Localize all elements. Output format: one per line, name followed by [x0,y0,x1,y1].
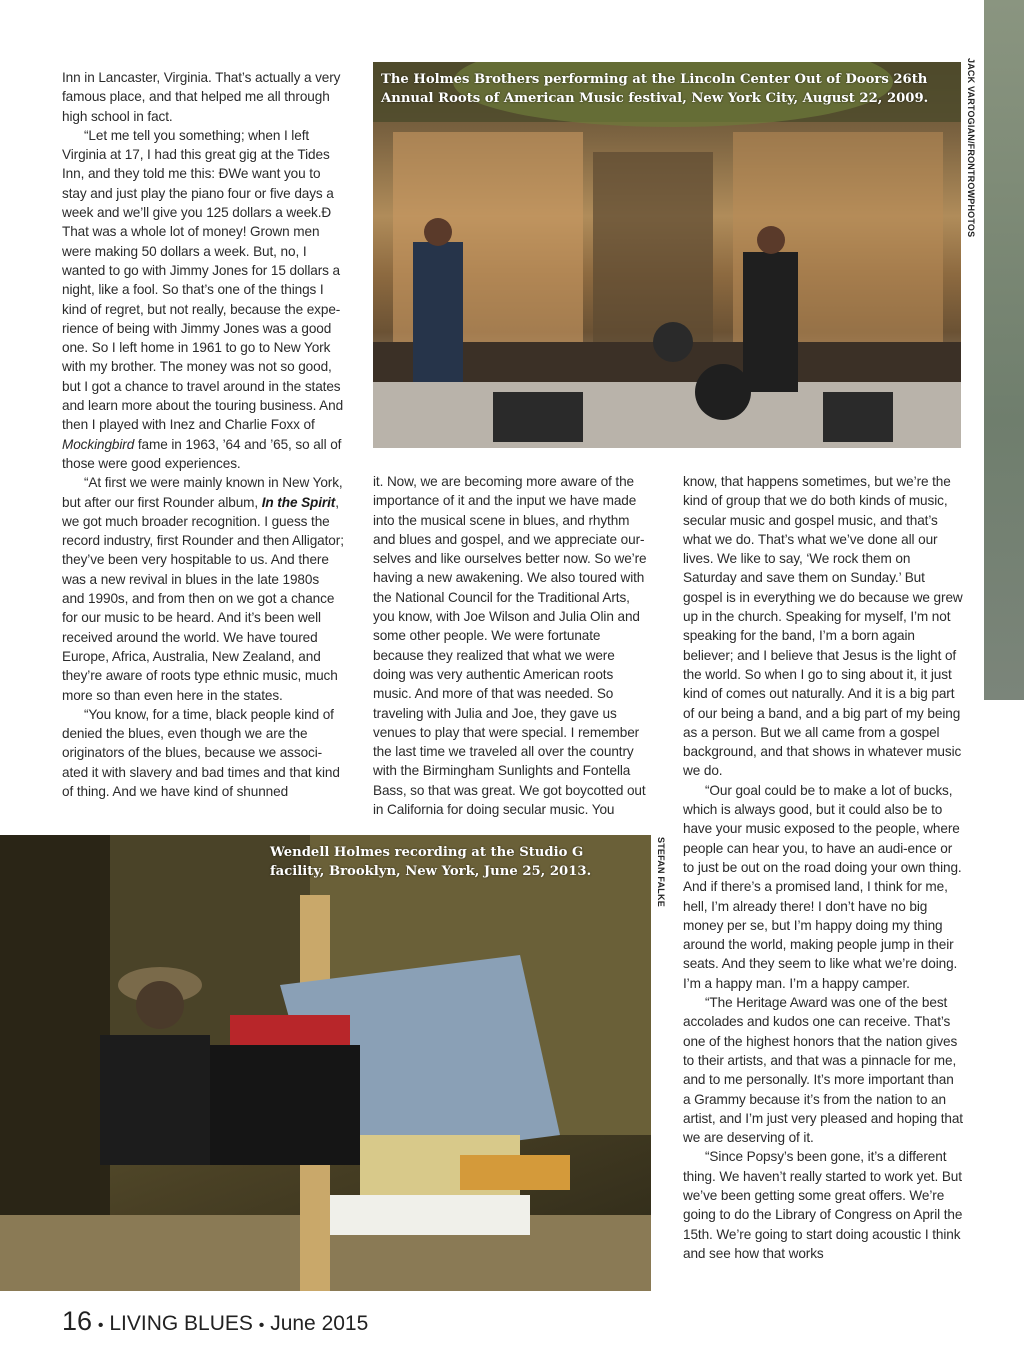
studio-photo [0,835,651,1291]
issue-date: June 2015 [270,1312,369,1335]
side-edge-image [984,0,1024,700]
paragraph: “The Heritage Award was one of the best accolades and kudos one can receive. That’s one of the highest honors that the nation gives to their artists, and that was a pinnacle for me, and to me personally. It’s more important than a Grammy because it’s from the nation to an artist, and I’m just very pleased and hoping that we are deserving of it. [683,995,963,1146]
bullet-separator: • [97,1317,104,1334]
bullet-separator: • [258,1317,265,1334]
photo-caption: Wendell Holmes recording at the Studio G facility, Brooklyn, New York, June 25, 2013. [270,845,592,879]
paragraph: “You know, for a time, black people kind of denied the blues, even though we are the originators of the blues, because we associ-ated it with slavery and bad times and that kind of thing. And we have kind of shunned [62,706,340,799]
paragraph: it. Now, we are becoming more aware of the importance of it and the input we have made into the musical scene in blues, and rhythm and blues and gospel, and we appreciate our-selves and like ourselves better now. So we’re having a new awakening. We also toured with the National Council for the Traditional Arts, you know, with Joe Wilson and Julia Olin and some other people. We were fortunate because they realized that what we were doing was very authentic American roots music. And more of that was needed. So traveling with Julia and Joe, they gave us venues to play that were special. I remember the last time we traveled all over the country with the Birmingham Sunlights and Fontella Bass, so that was great. We got boycotted out in California for doing secular music. You [373,474,647,818]
photo-credit: JACK VARTOGIAN/FRONTROWPHOTOS [966,58,976,238]
paragraph: Inn in Lancaster, Virginia. That’s actually a very famous place, and that helped me all through high school in fact. [62,70,341,124]
paragraph: “At first we were mainly known in New York, but after our first Rounder album, In the Spirit, we got much broader recognition. I guess the record industry, first Rounder and then Alligator; they’ve been very hospitable to us. And there was a new revival in blues in the late 1980s and 1990s, and from then on we got a chance for our music to be heard. And it’s been well received around the world. We have toured Europe, Africa, Australia, New Zealand, and they’re aware of roots type ethnic music, much more so than even here in the states. [62,475,344,703]
page-footer [62,1306,368,1337]
text-column-2 [373,472,647,819]
magazine-name: LIVING BLUES [109,1312,253,1335]
paragraph: “Let me tell you something; when I left Virginia at 17, I had this great gig at the Tides Inn, and they told me this: ÐWe want you to stay and just play the piano four or five days a week and we’ll give you 125 dollars a week.Ð That was a whole lot of money! Grown men were making 50 dollars a week. But, no, I wanted to go with Jimmy Jones for 15 dollars a night, like a fool. So that’s one of the things I kind of regret, but not really, because the expe-rience of being with Jimmy Jones was a good one. So I left home in 1961 to go to New York with my brother. The money was not so good, but I got a chance to travel around in the states and learn more about the touring business. And then I played with Inez and Charlie Foxx of Mockingbird fame in 1963, ’64 and ’65, so all of those were good experiences. [62,127,344,471]
studio-illustration [0,835,651,1291]
paragraph: “Our goal could be to make a lot of bucks, which is always good, but it could also be to have your music exposed to the people, where people can hear you, to have an audi-ence or to just be out on the road doing your own thing. And if there’s a promised land, I think for me, hell, I’m already there! I don’t have no big money per se, but I’m happy doing my thing around the world, making people jump in their seats. And they seem to like what we’re doing. I’m a happy man. I’m a happy camper. [683,782,962,991]
paragraph: know, that happens sometimes, but we’re the kind of group that we do both kinds of music, secular music and gospel music, and that’s what we do. That’s what we’ve done all our lives. We like to say, ‘We rock them on Saturday and save them on Sunday.’ But gospel is in everything we do because we grew up in the church. Speaking for myself, I’m not speaking for the band, I’m a born again believer; and I believe that Jesus is the light of the world. So when I go to sing about it, it just kind of comes out naturally. And it is a big part of our being a band, and a big part of my being as a person. But we all came from a gospel background, and that shows in whatever music we do. [683,474,963,779]
photo-caption: The Holmes Brothers performing at the Lincoln Center Out of Doors 26th Annual Roots of American Music festival, New York City, August 22, 2009. [381,72,929,106]
page-number: 16 [62,1306,93,1336]
paragraph: “Since Popsy’s been gone, it’s a different thing. We haven’t really started to work yet. But we’ve been getting some great offers. We’re going to do the Library of Congress on April the 15th. We’re going to start doing acoustic I think and see how that works [683,1149,963,1261]
photo-credit: STEFAN FALKE [656,837,666,907]
concert-photo [373,62,961,448]
album-title: In the Spirit [261,494,336,510]
italic-title: Mockingbird [62,436,135,452]
concert-illustration [373,62,961,448]
text-column-1 [62,68,344,801]
text-column-3 [683,472,963,1263]
